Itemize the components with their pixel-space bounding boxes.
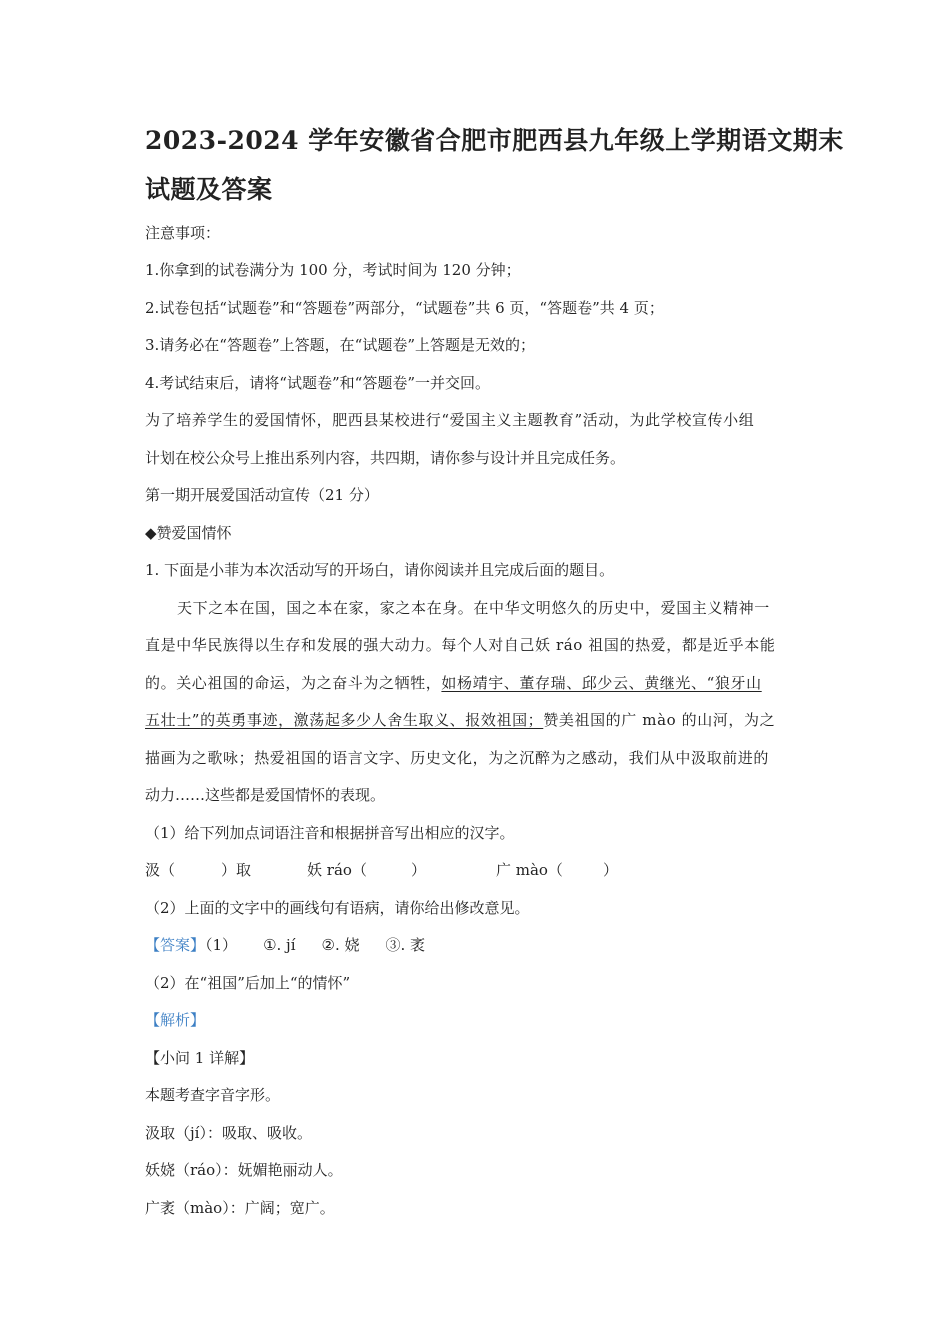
question-1-stem: 1. 下面是小菲为本次活动写的开场白，请你阅读并且完成后面的题目。 (145, 561, 615, 579)
notice-item-4: 4.考试结束后，请将“试题卷”和“答题卷”一并交回。 (145, 374, 490, 392)
fill-in-blanks-row (145, 859, 618, 881)
underlined-sentence-part-2: 五壮士”的英勇事迹，激荡起多少人舍生取义、报效祖国； (145, 711, 544, 729)
blank-1-prefix: 汲（ (145, 861, 176, 879)
analysis-subheading: 【小问 1 详解】 (145, 1049, 255, 1067)
answer-2: ②. 娆 (321, 936, 360, 954)
answer-3: ③. 袤 (385, 936, 426, 954)
document-title-line-2: 试题及答案 (145, 175, 273, 204)
answer-row-1 (145, 934, 425, 956)
analysis-line-1: 本题考查字音字形。 (145, 1086, 281, 1104)
answer-row-2: （2）在“祖国”后加上“的情怀” (145, 974, 351, 992)
blank-2-suffix: ） (410, 861, 426, 879)
passage-line-1: 天下之本在国，国之本在家，家之本在身。在中华文明悠久的历史中，爱国主义精神一 (177, 599, 770, 617)
section-title: 第一期开展爱国活动宣传（21 分） (145, 486, 379, 504)
analysis-tag: 【解析】 (145, 1011, 206, 1029)
passage-line-2: 直是中华民族得以生存和发展的强大动力。每个人对自己妖 ráo 祖国的热爱，都是近乎本能 (145, 636, 776, 654)
analysis-line-2: 汲取（jí）：吸取、吸收。 (145, 1124, 312, 1142)
blank-2-prefix: 妖 ráo（ (307, 861, 367, 879)
passage-line-6: 动力……这些都是爱国情怀的表现。 (145, 786, 386, 804)
passage-line-4 (145, 709, 775, 731)
section-subtitle: ◆赞爱国情怀 (145, 524, 232, 542)
blank-3-prefix: 广 mào（ (495, 861, 563, 879)
notice-item-2: 2.试卷包括“试题卷”和“答题卷”两部分，“试题卷”共 6 页，“答题卷”共 4 页； (145, 299, 664, 317)
sub-question-2: （2）上面的文字中的画线句有语病，请你给出修改意见。 (145, 899, 530, 917)
notice-item-3: 3.请务必在“答题卷”上答题，在“试题卷”上答题是无效的； (145, 336, 535, 354)
blank-1-suffix: ）取 (221, 861, 252, 879)
passage-line-3 (145, 672, 762, 694)
passage-line-3-plain: 的。关心祖国的命运，为之奋斗为之牺牲， (145, 674, 442, 692)
sub-question-1: （1）给下列加点词语注音和根据拼音写出相应的汉字。 (145, 824, 515, 842)
intro-line-2: 计划在校公众号上推出系列内容，共四期，请你参与设计并且完成任务。 (145, 449, 626, 467)
answer-part-1-label: （1） (205, 936, 238, 954)
blank-3-suffix: ） (602, 861, 618, 879)
analysis-line-3: 妖娆（ráo）：妩媚艳丽动人。 (145, 1161, 343, 1179)
analysis-line-4: 广袤（mào）：广阔；宽广。 (145, 1199, 335, 1217)
intro-line-1: 为了培养学生的爱国情怀，肥西县某校进行“爱国主义主题教育”活动，为此学校宣传小组 (145, 411, 755, 429)
notice-heading: 注意事项： (145, 224, 221, 242)
passage-line-4-plain: 赞美祖国的广 mào 的山河，为之 (543, 711, 776, 729)
notice-item-1: 1.你拿到的试卷满分为 100 分，考试时间为 120 分钟； (145, 261, 521, 279)
answer-1: ①. jí (263, 936, 296, 954)
underlined-sentence-part-1: 如杨靖宇、董存瑞、邱少云、黄继光、“狼牙山 (441, 674, 762, 692)
answer-tag: 【答案】 (145, 936, 206, 954)
document-title-line-1: 2023-2024 学年安徽省合肥市肥西县九年级上学期语文期末 (145, 126, 844, 155)
passage-line-5: 描画为之歌咏；热爱祖国的语言文字、历史文化，为之沉醉为之感动，我们从中汲取前进的 (145, 749, 770, 767)
